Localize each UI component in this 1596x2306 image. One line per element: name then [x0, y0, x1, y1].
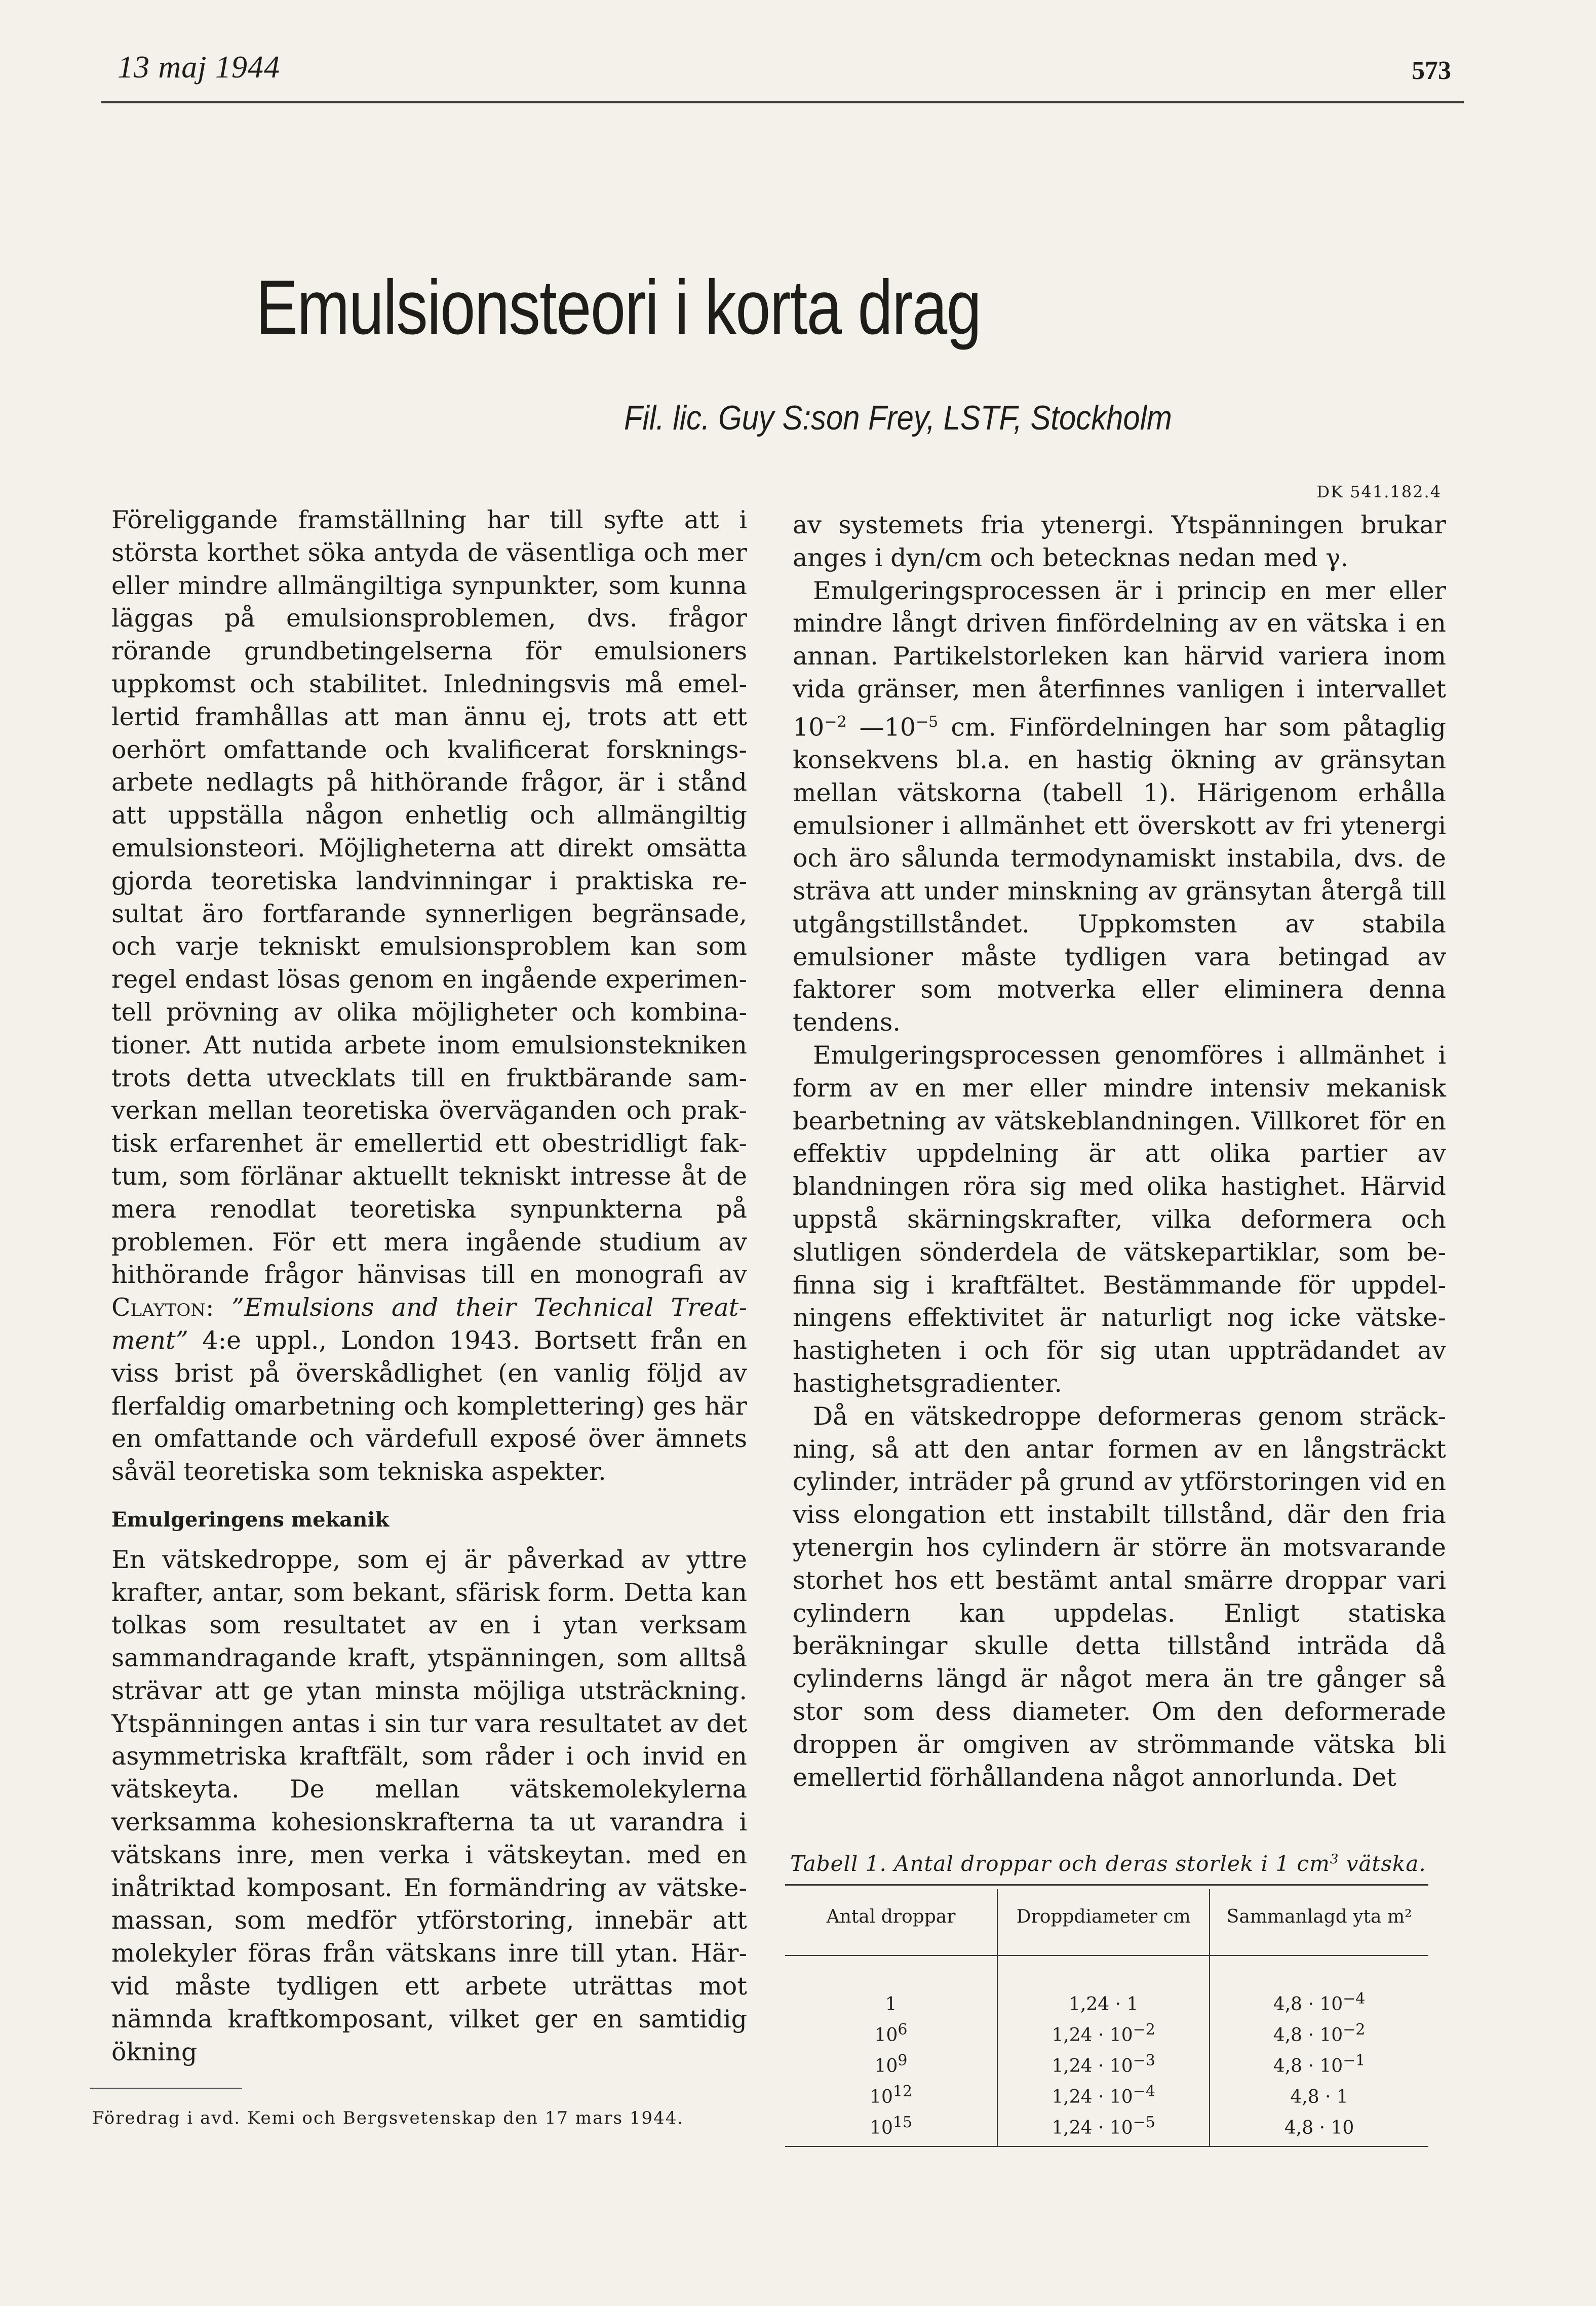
column-header: Antal droppar [785, 1889, 997, 1956]
cell-exponent: 6 [898, 2021, 908, 2039]
drop-count-cell [785, 2079, 997, 2110]
area-cell [1210, 2079, 1428, 2110]
body-paragraph: Då en vätskedroppe deformeras genom sträckning, så att den antar formen av en långsträckt cylinder, inträder på grund av ytförstoringen vid en viss elongation ett instabilt tillstånd, där den fria ytenergin hos cylindern är större än motsvarande storhet hos ett bestämt antal smärre droppar vari cylindern kan uppdelas. Enligt statiska beräkningar skulle detta tillstånd inträda då cylinderns längd är något mera än tre gånger så stor som dess diameter. Om den deformerade droppen är omgiven av strömmande vätska bli emellertid förhållandena något annorlunda. Det [793, 1401, 1446, 1792]
body-paragraph: Emulgeringsprocessen genomföres i allmänhet i form av en mer eller mindre intensiv mekanisk bearbetning av vätskeblandningen. Villkoret för en effektiv uppdelning är att olika partier av blandningen röra sig med olika hastighet. Härvid uppstå skärningskrafter, vilka deformera och slutligen sönderdela de vätskepartiklar, som befinna sig i kraftfältet. Bestämmande för uppdelningens effektivitet är naturligt nog icke vätskehastigheten i och för sig utan uppträdandet av hastighetsgradienter. [793, 1041, 1446, 1398]
column-header: Droppdiameter cm [997, 1889, 1210, 1956]
cell-exponent: −4 [1343, 1990, 1366, 2008]
drop-count-cell [785, 2048, 997, 2079]
drop-count-cell [785, 2110, 997, 2146]
mechanics-paragraph: En vätskedroppe, som ej är påverkad av yttre krafter, antar, som bekant, sfärisk form. Detta kan tolkas som resultatet av en i ytan verksam sammandragande kraft, ytspänningen, som alltså strävar att ge ytan minsta möjliga utsträckning. Ytspänningen antas i sin tur vara resultatet av det asymmetriska kraftfält, som råder i och invid en vätskeyta. De mellan vätskemolekylerna verksamma kohesionskrafterna ta ut varandra i vätskans inre, men verka i vätskeytan. med en inåtriktad komposant. En formändring av vätskemassan, som medför ytförstoring, innebär att molekyler föras från vätskans inre till ytan. Härvid måste tydligen ett arbete uträttas mot nämnda kraftkomposant, vilket ger en samtidig ökning [111, 1545, 747, 2066]
table-row [785, 1956, 1428, 2017]
exponent: −2 [824, 713, 847, 731]
column-header: Sammanlagd yta m² [1210, 1889, 1428, 1956]
issue-date: 13 maj 1944 [118, 50, 280, 85]
book-title: ”Emulsions and their Technical Treatment” [111, 1293, 748, 1355]
cell-base: 4,8 · 10 [1273, 2025, 1343, 2046]
right-column [793, 509, 1446, 1794]
cell-exponent: −5 [1133, 2114, 1155, 2131]
left-column [111, 504, 747, 2068]
diameter-cell [997, 2110, 1210, 2146]
diameter-cell [997, 2017, 1210, 2048]
author-reference: Clayton [111, 1293, 206, 1322]
cell-base: 1,24 · 10 [1052, 2025, 1133, 2046]
cell-exponent: −2 [1343, 2021, 1366, 2039]
paragraph-text: cm. Finfördelningen har som påtaglig konsekvens bl.a. en hastig ökning av gränsytan mellan vätskorna (tabell 1). Härigenom erhålla emulsioner i allmänhet ett överskott av fri ytenergi och äro sålunda termodynamiskt instabila, dvs. de sträva att under minskning av gränsytan återgå till utgångstillståndet. Uppkomsten av stabila emulsioner måste tydligen vara betingad av faktorer som motverka eller eliminera denna tendens. [793, 713, 1446, 1037]
section-heading: Emulgeringens mekanik [111, 1507, 390, 1532]
cell-base: 1,24 · 10 [1052, 2118, 1133, 2138]
intro-text: Föreliggande framställning har till syfte att i största korthet söka antyda de väsentliga och mer eller mindre allmängiltiga synpunkter, som kunna läggas på emulsionsproblemen, dvs. frågor rörande grundbetingelserna för emulsioners uppkomst och stabilitet. Inledningsvis må emellertid framhållas att man ännu ej, trots att ett oerhört omfattande och kvalificerat forskningsarbete nedlagts på hithörande frågor, är i stånd att uppställa någon enhetlig och allmängiltig emulsionsteori. Möjligheterna att direkt omsätta gjorda teoretiska landvinningar i praktiska resultat äro fortfarande synnerligen begränsade, och varje tekniskt emulsionsproblem kan som regel endast lösas genom en ingående experimentell prövning av olika möjligheter och kombinationer. Att nutida arbete inom emulsionstekniken trots detta utvecklats till en fruktbärande samverkan mellan teoretiska överväganden och praktisk erfarenhet är emellertid ett obestridligt faktum, som förlänar aktuellt tekniskt intresse åt de mera renodlat teoretiska synpunkterna på problemen. För ett mera ingående studium av hithörande frågor hänvisas till en monografi av [111, 505, 747, 1289]
page-number: 573 [1412, 56, 1451, 85]
area-cell [1210, 2110, 1428, 2146]
exponent: −5 [916, 713, 939, 731]
cell-exponent: 12 [892, 2083, 913, 2100]
paragraph-text: —10 [846, 713, 916, 742]
area-cell [1210, 2048, 1428, 2079]
cell-exponent: −3 [1133, 2052, 1155, 2069]
body-paragraph [793, 575, 1446, 1039]
cell-exponent: −1 [1343, 2052, 1366, 2069]
cell-base: 4,8 · 1 [1290, 2087, 1348, 2107]
cell-base: 4,8 · 10 [1273, 1994, 1343, 2015]
table-row [785, 2079, 1428, 2110]
cell-base: 1 [885, 1994, 897, 2015]
cell-base: 1,24 · 10 [1052, 2056, 1133, 2077]
reference-colon: : [206, 1293, 232, 1322]
cell-base: 4,8 · 10 [1284, 2118, 1354, 2138]
table-row [785, 2110, 1428, 2146]
drop-count-cell [785, 2017, 997, 2048]
cell-exponent: −2 [1133, 2021, 1155, 2039]
drop-count-cell [785, 1956, 997, 2017]
cell-base: 10 [870, 2118, 893, 2138]
diameter-cell [997, 1956, 1210, 2017]
dk-classification: DK 541.182.4 [1316, 482, 1442, 501]
table-row [785, 2048, 1428, 2079]
cell-base: 10 [874, 2056, 898, 2077]
cell-base: 10 [874, 2025, 898, 2046]
area-cell [1210, 1956, 1428, 2017]
intro-paragraph [111, 504, 747, 1489]
caption-text: Tabell 1. Antal droppar och deras storlek i 1 cm [790, 1851, 1330, 1876]
caption-text-end: vätska. [1339, 1851, 1426, 1876]
table-header-row [785, 1889, 1428, 1956]
table-row [785, 2017, 1428, 2048]
caption-exponent: 3 [1330, 1852, 1339, 1867]
diameter-cell [997, 2079, 1210, 2110]
cell-base: 1,24 · 1 [1068, 1994, 1139, 2015]
article-author: Fil. lic. Guy S:son Frey, LSTF, Stockholm [624, 399, 1172, 437]
cell-exponent: −4 [1133, 2083, 1155, 2100]
area-cell [1210, 2017, 1428, 2048]
cell-exponent: 9 [898, 2052, 908, 2069]
table-top-rule [785, 1884, 1428, 1886]
footnote-rule [90, 2088, 242, 2089]
header-rule [101, 101, 1464, 103]
table-caption [790, 1851, 1456, 1876]
paragraph-text: Emulgeringsprocessen är i princip en mer eller mindre långt driven finfördelning av en vätska i en annan. Partikelstorleken kan härvid variera inom vida gränser, men återfinnes vanligen i intervallet 10 [793, 576, 1446, 742]
body-paragraph: av systemets fria ytenergi. Ytspänningen brukar anges i dyn/cm och betecknas nedan med γ. [793, 511, 1446, 572]
cell-base: 1,24 · 10 [1052, 2087, 1133, 2107]
cell-base: 4,8 · 10 [1273, 2056, 1343, 2077]
droplet-table [785, 1889, 1428, 2147]
diameter-cell [997, 2048, 1210, 2079]
cell-exponent: 15 [892, 2114, 913, 2131]
cell-base: 10 [870, 2087, 893, 2107]
article-title: Emulsionsteori i korta drag [256, 264, 981, 350]
footnote: Föredrag i avd. Kemi och Bergsvetenskap den 17 mars 1944. [92, 2108, 684, 2128]
intro-text-end: 4:e uppl., London 1943. Bortsett från en viss brist på överskådlighet (en vanlig följd av flerfaldig omarbetning och komplettering) ges här en omfattande och värdefull exposé över ämnets såväl teoretiska som tekniska aspekter. [111, 1325, 747, 1487]
